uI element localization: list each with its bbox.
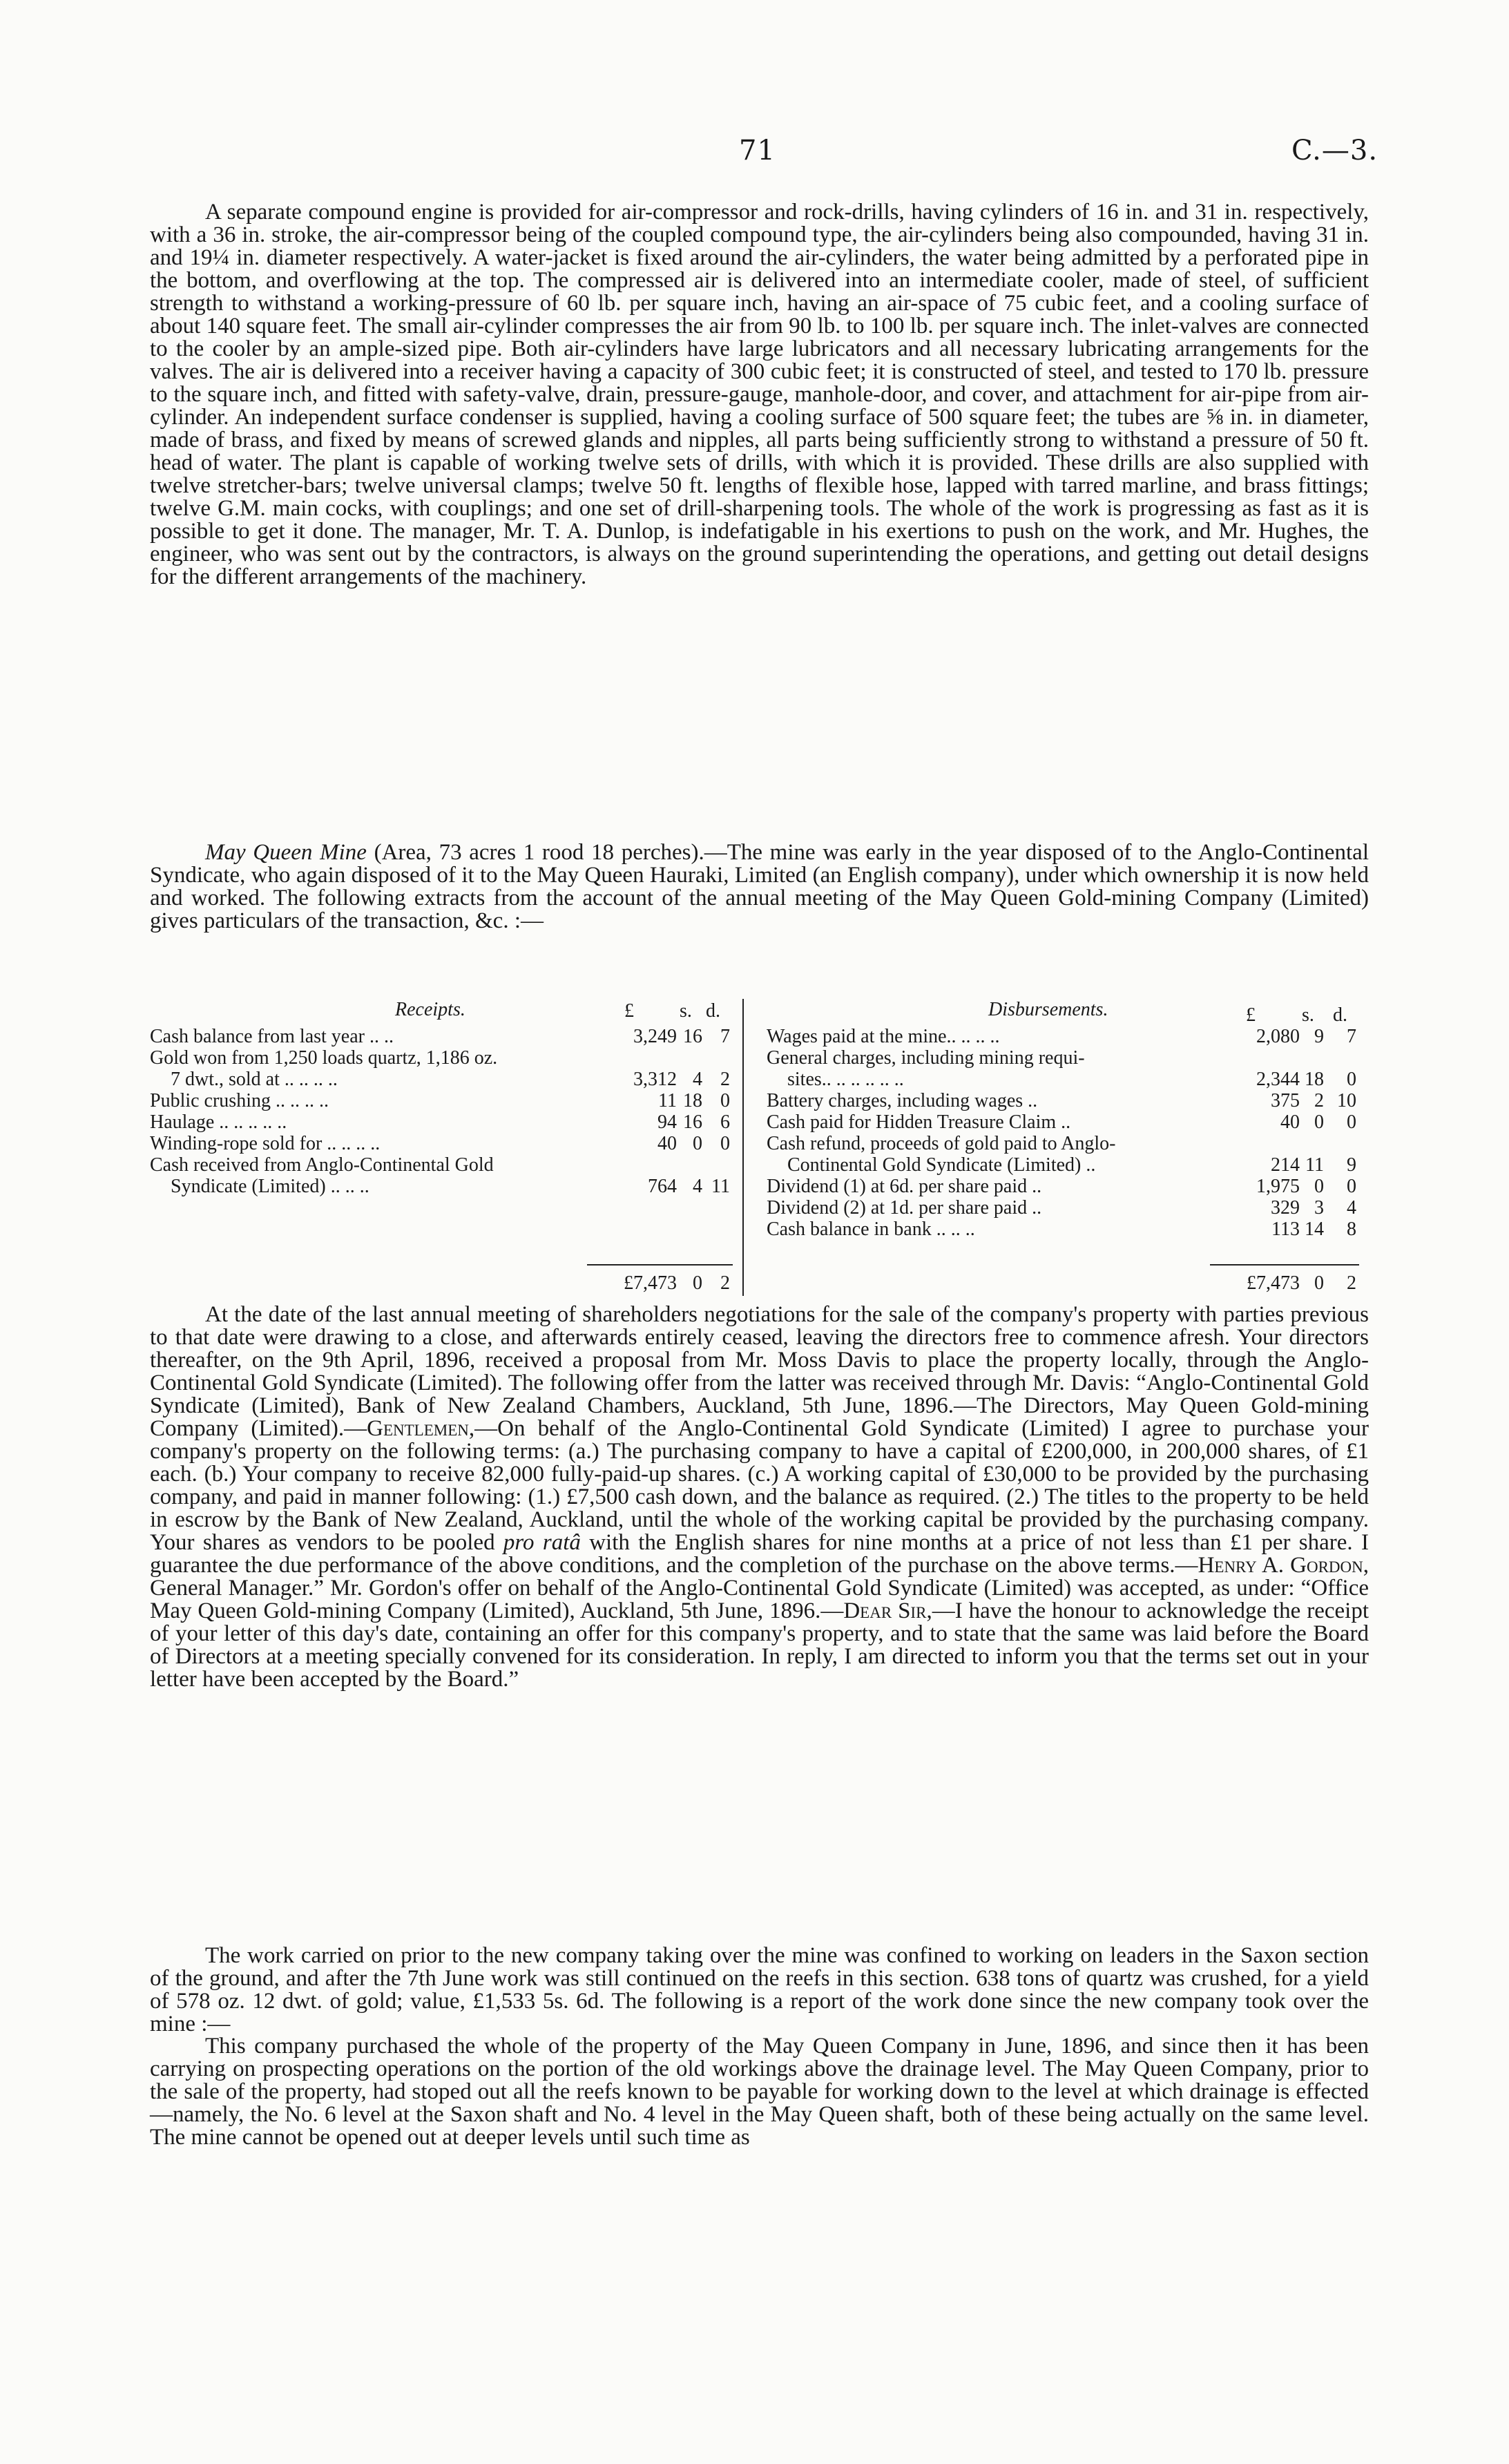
row-label: 7 dwt., sold at .. .. .. ..: [171, 1069, 338, 1090]
amount-pounds: 94: [657, 1111, 677, 1133]
account-row: [767, 1069, 1369, 1090]
text-segment: with the English shares for nine months at a price of not less than £1 per share. I guarantee the due performance of the above conditions, and the completion of the purchase on the above terms.—: [150, 1530, 1369, 1578]
total-rule: [1210, 1264, 1359, 1266]
account-row: [150, 1026, 733, 1047]
amount-shillings: 14: [1305, 1219, 1324, 1240]
amount-shillings: 9: [1314, 1026, 1324, 1047]
amount-shillings: 18: [1305, 1069, 1324, 1090]
paragraph-negotiations: [150, 1303, 1369, 1691]
row-label: Gold won from 1,250 loads quartz, 1,186 oz.: [150, 1047, 498, 1069]
account-row: [150, 1154, 733, 1176]
document-reference: C.—3.: [1291, 135, 1378, 166]
paragraph-may-queen-mine: [150, 841, 1369, 933]
amount-shillings: 16: [683, 1111, 702, 1133]
amount-pence: 0: [720, 1133, 730, 1154]
account-row: [150, 1047, 733, 1069]
account-row: [767, 1111, 1369, 1133]
total-row: [767, 1272, 1369, 1294]
row-label: General charges, including mining requi-: [767, 1047, 1085, 1069]
disbursements-title: Disbursements.: [988, 999, 1108, 1020]
account-row: [767, 1047, 1369, 1069]
row-label: Haulage .. .. .. .. ..: [150, 1111, 287, 1133]
row-label: sites.. .. .. .. .. ..: [787, 1069, 904, 1090]
amount-shillings: 4: [693, 1069, 702, 1090]
amount-pence: 0: [720, 1090, 730, 1111]
account-row: [150, 1176, 733, 1197]
total-pounds: £7,473: [1247, 1272, 1300, 1294]
amount-pence: 0: [1347, 1069, 1356, 1090]
row-label: Cash balance in bank .. .. ..: [767, 1219, 975, 1240]
account-row: [150, 1111, 733, 1133]
row-label: Public crushing .. .. .. ..: [150, 1090, 329, 1111]
account-row: [767, 1090, 1369, 1111]
amount-pounds: 3,249: [633, 1026, 677, 1047]
account-row: [767, 1154, 1369, 1176]
amount-pounds: 214: [1271, 1154, 1300, 1176]
receipts-title: Receipts.: [395, 999, 465, 1020]
amount-pounds: 113: [1271, 1219, 1300, 1240]
account-row: [767, 1219, 1369, 1240]
amount-shillings: 2: [1314, 1090, 1324, 1111]
text-segment: At the date of the last annual meeting of shareholders negotiations for the sale of the company's property with parties previous to that date were drawing to a close, and afterwards entirely ceased, leaving the directors free to commence afresh. Your directors thereafter, on the 9th April, 1896, received a proposal from Mr. Moss Davis to place the property locally, through the Anglo-Continental Gold Syndicate (Limited). The following offer from the latter was received through Mr. Davis: “Anglo-Continental Gold Syndicate (Limited), Bank of New Zealand Chambers, Auckland, 5th June, 1896.—The Directors, May Queen Gold-mining Company (Limited).—: [150, 1302, 1369, 1441]
text-segment: , General Manager.” Mr. Gordon's offer on behalf of the Anglo-Continental Gold Syndicate (Limited) was accepted, as under: “Office May Queen Gold-mining Company (Limited), Auckland, 5th June, 1896.—: [150, 1553, 1369, 1623]
currency-header-pence: d.: [1333, 1004, 1347, 1026]
amount-shillings: 0: [1314, 1176, 1324, 1197]
row-label: Wages paid at the mine.. .. .. ..: [767, 1026, 1000, 1047]
currency-header-pounds: £: [1246, 1004, 1256, 1026]
paragraph-work-carried-on: The work carried on prior to the new company taking over the mine was confined to working on leaders in the Saxon section of the ground, and after the 7th June work was still continued on the reefs in this section. 638 tons of quartz was crushed, for a yield of 578 oz. 12 dwt. of gold; value, £1,533 5s. 6d. The following is a report of the work done since the new company took over the mine :—: [150, 1943, 1369, 2036]
salutation-dear-sir: Dear Sir: [843, 1598, 927, 1623]
row-label: Syndicate (Limited) .. .. ..: [171, 1176, 369, 1197]
amount-pence: 2: [720, 1069, 730, 1090]
amount-pounds: 329: [1271, 1197, 1300, 1219]
row-label: Cash refund, proceeds of gold paid to Anglo-: [767, 1133, 1116, 1154]
amount-pence: 11: [711, 1176, 730, 1197]
amount-shillings: 4: [693, 1176, 702, 1197]
amount-pence: 8: [1347, 1219, 1356, 1240]
total-row: [150, 1272, 733, 1294]
currency-header-shillings: s.: [680, 1000, 692, 1022]
amount-pence: 0: [1347, 1176, 1356, 1197]
row-label: Dividend (1) at 6d. per share paid ..: [767, 1176, 1042, 1197]
amount-shillings: 3: [1314, 1197, 1324, 1219]
total-shillings: 0: [1314, 1272, 1324, 1294]
mine-name: May Queen Mine: [205, 840, 367, 865]
amount-pence: 7: [1347, 1026, 1356, 1047]
signatory-name: Henry A. Gordon: [1198, 1553, 1363, 1578]
amount-pounds: 40: [657, 1133, 677, 1154]
account-row: [767, 1197, 1369, 1219]
amount-pence: 10: [1337, 1090, 1356, 1111]
amount-pounds: 11: [658, 1090, 677, 1111]
amount-pounds: 1,975: [1256, 1176, 1300, 1197]
amount-shillings: 18: [683, 1090, 702, 1111]
account-row: [150, 1133, 733, 1154]
amount-pence: 9: [1347, 1154, 1356, 1176]
column-divider: [742, 999, 744, 1296]
currency-header-shillings: s.: [1302, 1004, 1314, 1026]
paragraph-company-purchase: This company purchased the whole of the property of the May Queen Company in June, 1896, and since then it has been carrying on prospecting operations on the portion of the old workings above the drainage level. The May Queen Company, prior to the sale of the property, had stoped out all the reefs known to be payable for working down to the level at which drainage is effected—namely, the No. 6 level at the Saxon shaft and No. 4 level in the May Queen shaft, both of these being actually on the same level. The mine cannot be opened out at deeper levels until such time as: [150, 2034, 1369, 2150]
total-rule: [587, 1264, 733, 1266]
account-row: [150, 1090, 733, 1111]
account-row: [767, 1176, 1369, 1197]
row-label: Winding-rope sold for .. .. .. ..: [150, 1133, 381, 1154]
text-segment: ,—On behalf of the Anglo-Continental Gold Syndicate (Limited) I agree to purchase your company's property on the following terms: (a.) The purchasing company to have a capital of £200,000, in 200,000 shares, of £1 each. (b.) Your company to receive 82,000 fully-paid-up shares. (c.) A working capital of £30,000 to be provided by the purchasing company, and paid in manner following: (1.) £7,500 cash down, and the balance as required. (2.) The titles to the property to be held in escrow by the Bank of New Zealand, Auckland, until the whole of the working capital be provided by the purchasing company. Your shares as vendors to be pooled: [150, 1416, 1369, 1555]
amount-shillings: 16: [683, 1026, 702, 1047]
total-pence: 2: [720, 1272, 730, 1294]
page-number: 71: [739, 135, 776, 166]
amount-pounds: 2,344: [1256, 1069, 1300, 1090]
amount-pounds: 3,312: [633, 1069, 677, 1090]
row-label: Cash paid for Hidden Treasure Claim ..: [767, 1111, 1071, 1133]
amount-pounds: 40: [1280, 1111, 1300, 1133]
currency-header-pence: d.: [706, 1000, 720, 1022]
row-label: Dividend (2) at 1d. per share paid ..: [767, 1197, 1042, 1219]
amount-pence: 6: [720, 1111, 730, 1133]
amount-shillings: 11: [1305, 1154, 1324, 1176]
account-row: [767, 1026, 1369, 1047]
amount-pounds: 375: [1271, 1090, 1300, 1111]
amount-pounds: 2,080: [1256, 1026, 1300, 1047]
amount-pence: 0: [1347, 1111, 1356, 1133]
account-row: [767, 1133, 1369, 1154]
accounts-table: [150, 999, 1369, 1303]
paragraph-compound-engine: A separate compound engine is provided for air-compressor and rock-drills, having cylinders of 16 in. and 31 in. respectively, with a 36 in. stroke, the air-compressor being of the coupled compound type, the air-cylinders being also compounded, having 31 in. and 19¼ in. diameter respectively. A water-jacket is fixed around the air-cylinders, the water being admitted by a perforated pipe in the bottom, and overflowing at the top. The compressed air is delivered into an intermediate cooler, made of steel, of sufficient strength to withstand a working-pressure of 60 lb. per square inch, having an air-space of 75 cubic feet, and a cooling surface of about 140 square feet. The small air-cylinder compresses the air from 90 lb. to 100 lb. per square inch. The inlet-valves are connected to the cooler by an ample-sized pipe. Both air-cylinders have large lubricators and all necessary lubricating arrangements for the valves. The air is delivered into a receiver having a capacity of 300 cubic feet; it is constructed of steel, and tested to 170 lb. pressure to the square inch, and fitted with safety-valve, drain, pressure-gauge, manhole-door, and cover, and attachment for air-pipe from air-cylinder. An independent surface condenser is supplied, having a cooling surface of 500 square feet; the tubes are ⅝ in. in diameter, made of brass, and fixed by means of screwed glands and nipples, all parts being sufficiently strong to withstand a pressure of 50 ft. head of water. The plant is capable of working twelve sets of drills, with which it is provided. These drills are also supplied with twelve stretcher-bars; twelve universal clamps; twelve 50 ft. lengths of flexible hose, lapped with tarred marline, and brass fittings; twelve G.M. main cocks, with couplings; and one set of drill-sharpening tools. The whole of the work is progressing as fast as it is possible to get it done. The manager, Mr. T. A. Dunlop, is indefatigable in his exertions to push on the work, and Mr. Hughes, the engineer, who was sent out by the contractors, is always on the ground superintending the operations, and getting out detail designs for the different arrangements of the machinery.: [150, 200, 1369, 589]
row-label: Continental Gold Syndicate (Limited) ..: [787, 1154, 1096, 1176]
salutation-gentlemen: Gentlemen: [367, 1416, 469, 1441]
paragraph-text: (Area, 73 acres 1 rood 18 perches).—The mine was early in the year disposed of to the Anglo-Continental Syndicate, who again disposed of it to the May Queen Hauraki, Limited (an English company), under which ownership it is now held and worked. The following extracts from the account of the annual meeting of the May Queen Gold-mining Company (Limited) gives particulars of the transaction, &c. :—: [150, 840, 1369, 933]
text-segment: ,—I have the honour to acknowledge the receipt of your letter of this day's date, containing an offer for this company's property, and to state that the same was laid before the Board of Directors at a meeting specially convened for its consideration. In reply, I am directed to inform you that the terms set out in your letter have been accepted by the Board.”: [150, 1598, 1369, 1692]
amount-pounds: 764: [648, 1176, 677, 1197]
currency-header-pounds: £: [624, 1000, 634, 1022]
total-pence: 2: [1347, 1272, 1356, 1294]
row-label: Cash received from Anglo-Continental Gold: [150, 1154, 494, 1176]
pro-rata-term: pro ratâ: [503, 1530, 581, 1555]
total-shillings: 0: [693, 1272, 702, 1294]
amount-pence: 7: [720, 1026, 730, 1047]
account-row: [150, 1069, 733, 1090]
amount-shillings: 0: [1314, 1111, 1324, 1133]
amount-pence: 4: [1347, 1197, 1356, 1219]
row-label: Battery charges, including wages ..: [767, 1090, 1038, 1111]
total-pounds: £7,473: [624, 1272, 677, 1294]
row-label: Cash balance from last year .. ..: [150, 1026, 394, 1047]
amount-shillings: 0: [693, 1133, 702, 1154]
